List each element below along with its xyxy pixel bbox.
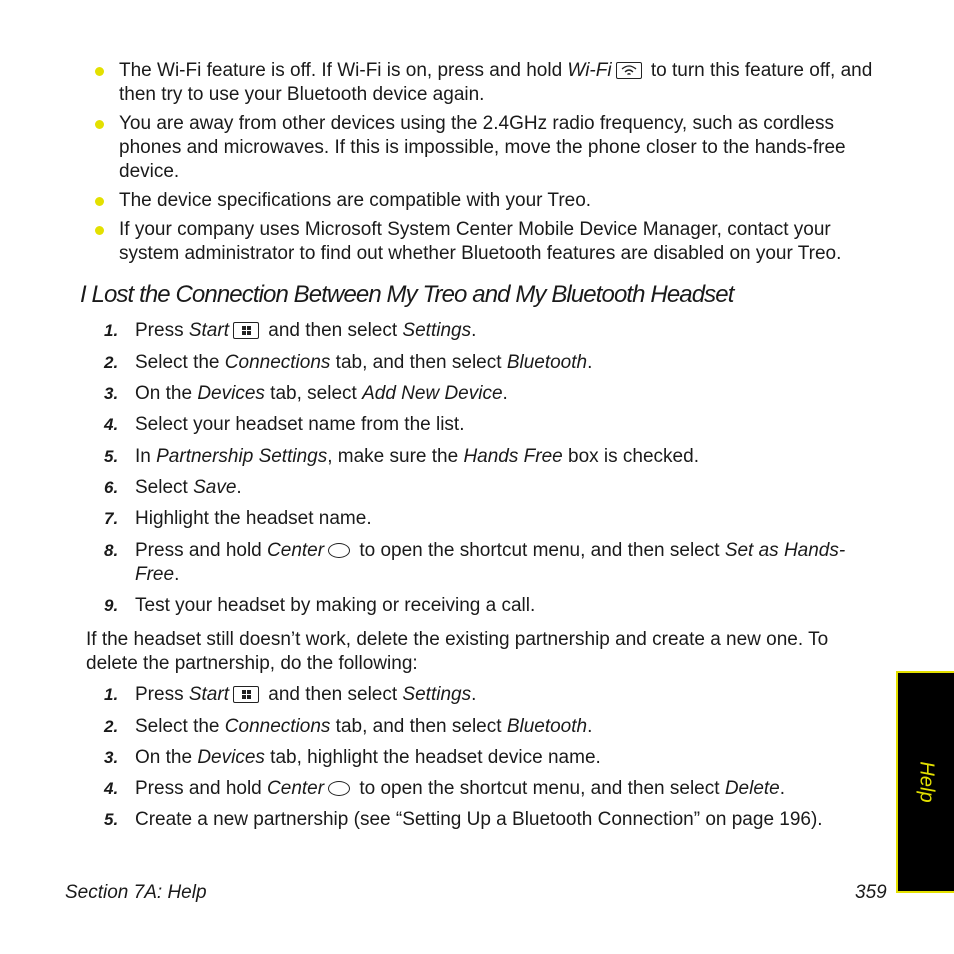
bullet-text: The Wi-Fi feature is off. If Wi-Fi is on, press and hold <box>119 60 568 81</box>
step-item: 5. Create a new partnership (see “Setting Up a Bluetooth Connection” on page 196). <box>104 809 823 830</box>
step-number: 6. <box>104 478 119 497</box>
footer-page-number: 359 <box>855 882 887 903</box>
windows-start-key-icon <box>233 686 259 703</box>
center-key-icon <box>328 543 350 558</box>
step-number: 7. <box>104 509 119 528</box>
wifi-key-icon <box>616 62 642 79</box>
step-number: 2. <box>104 353 119 372</box>
step-number: 8. <box>104 541 119 560</box>
bullet-dot-icon <box>95 226 104 235</box>
step-item: 7. Highlight the headset name. <box>104 508 372 529</box>
bullet-dot-icon <box>95 67 104 76</box>
bullet-item <box>95 189 885 213</box>
footer-section-label: Section 7A: Help <box>65 882 207 903</box>
bullet-dot-icon <box>95 197 104 206</box>
bullet-item <box>95 218 885 266</box>
step-number: 9. <box>104 596 119 615</box>
wifi-term: Wi-Fi <box>567 60 612 81</box>
step-item: 1. Press Start and then select Settings. <box>104 684 477 705</box>
step-item: 9. Test your headset by making or receiving a call. <box>104 595 536 616</box>
step-number: 1. <box>104 685 119 704</box>
step-number: 1. <box>104 321 119 340</box>
step-number: 3. <box>104 748 119 767</box>
step-item: 1. Press Start and then select Settings. <box>104 320 477 341</box>
bullet-text: to turn this feature off, and then try to use your Bluetooth device again. <box>119 60 873 105</box>
body-paragraph: If the headset still doesn’t work, delete the existing partnership and create a new one. To delete the partnership, do the following: <box>86 629 829 674</box>
step-number: 2. <box>104 717 119 736</box>
step-item: 4. Press and hold Center to open the shortcut menu, and then select Delete. <box>104 778 786 799</box>
step-number: 5. <box>104 810 119 829</box>
step-item: 3. On the Devices tab, select Add New Device. <box>104 383 508 404</box>
bullet-text: You are away from other devices using the 2.4GHz radio frequency, such as cordless phones and microwaves. If this is impossible, move the phone closer to the hands-free device. <box>119 113 846 182</box>
step-item: 2. Select the Connections tab, and then select Bluetooth. <box>104 352 593 373</box>
section-heading: I Lost the Connection Between My Treo and My Bluetooth Headset <box>80 281 734 308</box>
side-tab-help <box>896 671 954 893</box>
bullet-item <box>95 59 885 107</box>
side-tab-label: Help <box>915 761 938 803</box>
step-item: 6. Select Save. <box>104 477 242 498</box>
bullet-text: If your company uses Microsoft System Center Mobile Device Manager, contact your system administrator to find out whether Bluetooth features are disabled on your Treo. <box>119 219 842 264</box>
step-number: 4. <box>104 415 119 434</box>
step-number: 4. <box>104 779 119 798</box>
step-number: 5. <box>104 447 119 466</box>
step-item: 2. Select the Connections tab, and then select Bluetooth. <box>104 716 593 737</box>
center-key-icon <box>328 781 350 796</box>
windows-start-key-icon <box>233 322 259 339</box>
step-item: 8. Press and hold Center to open the shortcut menu, and then select Set as Hands-Free. <box>104 540 846 585</box>
bullet-text: The device specifications are compatible with your Treo. <box>119 190 592 211</box>
step-number: 3. <box>104 384 119 403</box>
step-item: 4. Select your headset name from the list. <box>104 414 465 435</box>
step-item: 5. In Partnership Settings, make sure the Hands Free box is checked. <box>104 446 699 467</box>
bullet-dot-icon <box>95 120 104 129</box>
bullet-item <box>95 112 885 184</box>
step-item: 3. On the Devices tab, highlight the headset device name. <box>104 747 601 768</box>
